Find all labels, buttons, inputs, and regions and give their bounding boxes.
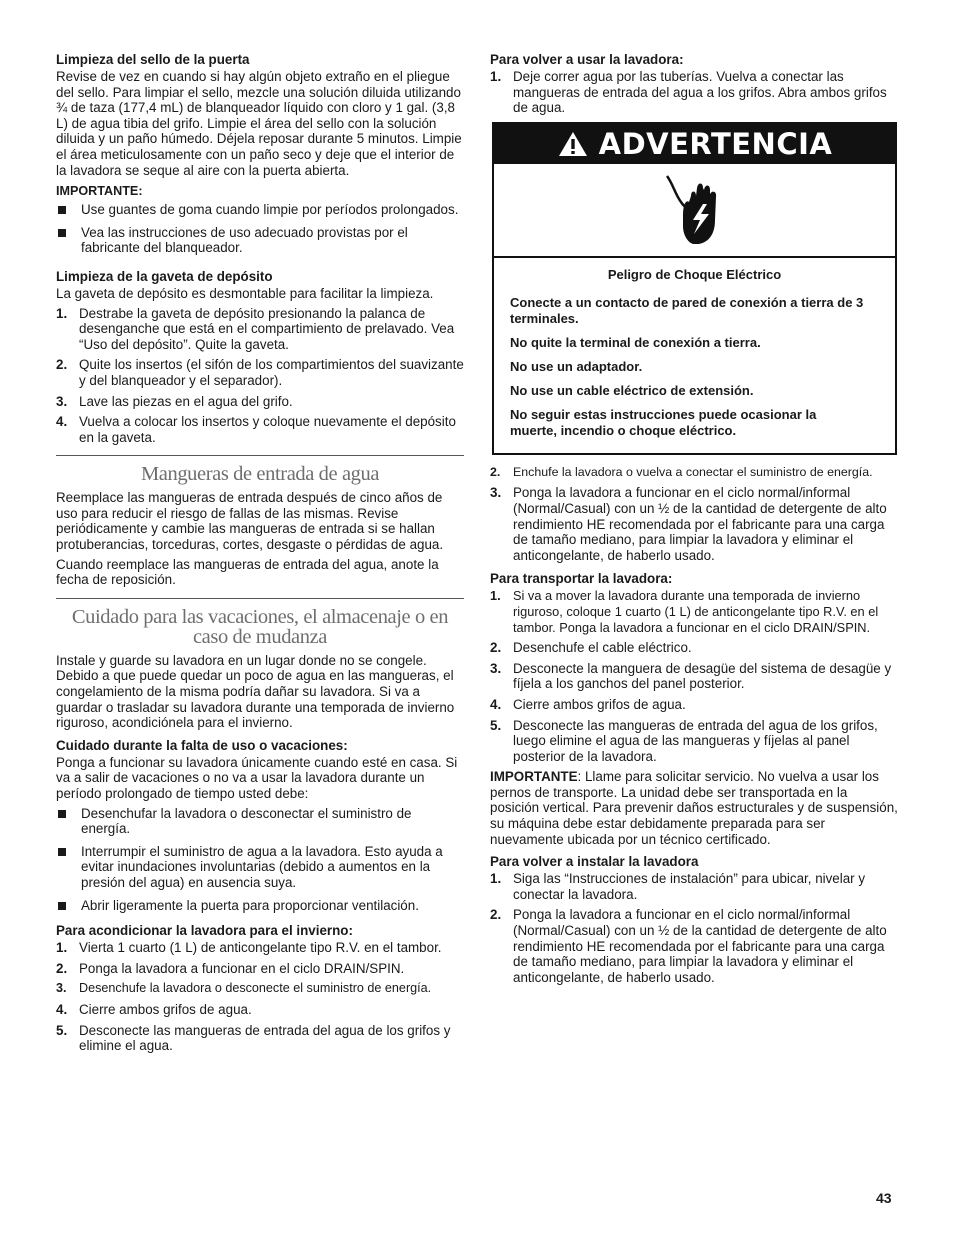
list-item: 4. Vuelva a colocar los insertos y coloque nuevamente el depósito en la gaveta. xyxy=(56,414,456,445)
warning-header-text: ADVERTENCIA xyxy=(598,126,833,161)
list-item: Abrir ligeramente la puerta para proporcionar ventilación. xyxy=(56,898,464,914)
reinstall-heading: Para volver a instalar la lavadora xyxy=(490,854,699,870)
section-divider xyxy=(56,598,464,599)
hoses-text-1: Reemplace las mangueras de entrada después de cinco años de uso para reducir el riesgo de fallas de las mismas. Revise periódicamente y cambie las mangueras de entrada si se hallan protuberancias, torceduras, cortes, desgaste o pérdidas de agua. xyxy=(56,490,444,553)
warning-line: No use un cable eléctrico de extensión. xyxy=(510,382,754,398)
warning-title: Peligro de Choque Eléctrico xyxy=(607,266,782,282)
list-item: 3. Lave las piezas en el agua del grifo. xyxy=(56,393,293,409)
warning-triangle-icon xyxy=(557,130,589,158)
dispenser-heading: Limpieza de la gaveta de depósito xyxy=(56,268,273,284)
vacation-sub-heading: Cuidado durante la falta de uso o vacaciones: xyxy=(56,737,348,753)
page-number: 43 xyxy=(876,1190,892,1206)
reuse-heading: Para volver a usar la lavadora: xyxy=(490,52,684,67)
important-note: IMPORTANTE: Llame para solicitar servicio. No vuelva a usar los pernos de transporte. La unidad debe ser transportada en la posición vertical. Para prevenir daños estructurales y de suspensión, su máquina debe estar debidamente preparada para ser nuevamente ubicada por un técnico certificado. xyxy=(490,769,898,847)
door-seal-text: Revise de vez en cuando si hay algún objeto extraño en el pliegue del sello. Para limpiar el sello, mezcle una solución diluida utilizando ¾ de taza (177,4 mL) de blanqueador líquido con cloro y 1 gal. (3,8 L) de agua tibia del grifo. Limpie el área del sello con la solución diluida y un paño húmedo. Déjela reposar durante 5 minutos. Limpie el área meticulosamente con un paño seco y deje que el interior de la lavadora se seque al aire con la puerta abierta. xyxy=(56,69,462,178)
list-item: 3. Desenchufe la lavadora o desconecte el suministro de energía. xyxy=(56,981,432,996)
list-item: 5. Desconecte las mangueras de entrada del agua de los grifos, luego elimine el agua de las mangueras y fíjelas al panel posterior de la lavadora. xyxy=(490,717,878,764)
warning-line: No quite la terminal de conexión a tierra. xyxy=(510,334,761,350)
right-column xyxy=(490,52,898,990)
bullet-icon xyxy=(58,229,66,237)
list-item: 2. Ponga la lavadora a funcionar en el ciclo DRAIN/SPIN. xyxy=(56,960,405,976)
warning-icon-panel xyxy=(494,164,895,258)
vacation-sub-text: Ponga a funcionar su lavadora únicamente cuando esté en casa. Si va a salir de vacaciones o no va a usar la lavadora durante un período prolongado de tiempo usted debe: xyxy=(56,754,458,801)
hoses-heading: Mangueras de entrada de agua xyxy=(140,463,380,486)
important-label: IMPORTANTE: xyxy=(56,184,143,199)
bullet-icon xyxy=(58,902,66,910)
bullet-icon xyxy=(58,206,66,214)
list-item: 1. Deje correr agua por las tuberías. Vuelva a conectar las mangueras de entrada del agua a los grifos. Abra ambos grifos de agua. xyxy=(490,69,887,116)
warning-line: No seguir estas instrucciones puede ocasionar la muerte, incendio o choque eléctrico. xyxy=(510,406,817,438)
transport-heading: Para transportar la lavadora: xyxy=(490,571,673,587)
list-item: 1. Vierta 1 cuarto (1 L) de anticongelante tipo R.V. en el tambor. xyxy=(56,940,442,956)
warning-body xyxy=(494,258,895,453)
list-item: 2. Desenchufe el cable eléctrico. xyxy=(490,640,692,656)
list-item: 4. Cierre ambos grifos de agua. xyxy=(490,696,686,712)
list-item: 2. Ponga la lavadora a funcionar en el ciclo normal/informal (Normal/Casual) con un ½ de la cantidad de detergente de alto rendimiento HE recomendada por el fabricante para una carga de tamaño mediano, para limpiar la lavadora y eliminar el anticongelante, de haberlo usado. xyxy=(490,907,887,985)
section-divider xyxy=(56,455,464,456)
list-item: 1. Si va a mover la lavadora durante una temporada de invierno riguroso, coloque 1 cuarto (1 L) de anticongelante tipo R.V. en el tambor. Ponga la lavadora a funcionar en el ciclo DRAIN/SPIN. xyxy=(490,588,879,635)
list-item: Interrumpir el suministro de agua a la lavadora. Esto ayuda a evitar inundaciones involuntarias (debido a aumentos en la presión del agua) en ausencia suya. xyxy=(56,844,464,891)
list-item: 4. Cierre ambos grifos de agua. xyxy=(56,1001,252,1017)
list-item: 2. Enchufe la lavadora o vuelva a conectar el suministro de energía. xyxy=(490,464,873,479)
list-item: Desenchufar la lavadora o desconectar el suministro de energía. xyxy=(56,806,464,837)
warning-line: No use un adaptador. xyxy=(510,358,643,374)
list-item: 3. Ponga la lavadora a funcionar en el ciclo normal/informal (Normal/Casual) con un ½ de la cantidad de detergente de alto rendimiento HE recomendada por el fabricante para una carga de tamaño mediano, para limpiar la lavadora y eliminar el anticongelante, de haberlo usado. xyxy=(490,485,887,563)
list-item: 3. Desconecte la manguera de desagüe del sistema de desagüe y fíjela a los ganchos del panel posterior. xyxy=(490,660,892,692)
list-item: Use guantes de goma cuando limpie por períodos prolongados. xyxy=(56,202,464,218)
vacation-heading: Cuidado para las vacaciones, el almacenaje o en caso de mudanza xyxy=(71,605,449,648)
list-item: 1. Siga las “Instrucciones de instalación” para ubicar, nivelar y conectar la lavadora. xyxy=(490,871,866,902)
dispenser-text: La gaveta de depósito es desmontable para facilitar la limpieza. xyxy=(56,285,434,301)
list-item: 5. Desconecte las mangueras de entrada del agua de los grifos y elimine el agua. xyxy=(56,1022,451,1054)
list-item: Vea las instrucciones de uso adecuado provistas por el fabricante del blanqueador. xyxy=(56,225,464,256)
list-item: 2. Quite los insertos (el sifón de los compartimientos del suavizante y del blanqueador y el separador). xyxy=(56,357,464,388)
warning-box xyxy=(492,122,897,455)
left-column xyxy=(56,52,464,1059)
bullet-icon xyxy=(58,810,66,818)
warning-line: Conecte a un contacto de pared de conexión a tierra de 3 terminales. xyxy=(510,294,864,326)
vacation-text: Instale y guarde su lavadora en un lugar donde no se congele. Debido a que puede quedar un poco de agua en las mangueras, el congelamiento de la misma podría dañar su lavadora. Si va a guardar o trasladar su lavadora durante una temporada de invierno riguroso, acondiciónela para el invierno. xyxy=(56,652,455,731)
electric-shock-hand-icon xyxy=(663,172,727,248)
winter-heading: Para acondicionar la lavadora para el invierno: xyxy=(56,923,353,939)
warning-header xyxy=(494,124,895,164)
list-item: 1. Destrabe la gaveta de depósito presionando la palanca de desenganche que está en el compartimiento de prelavado. Vea “Uso del depósito”. Quite la gaveta. xyxy=(56,305,455,352)
door-seal-heading: Limpieza del sello de la puerta xyxy=(56,52,250,67)
hoses-text-2: Cuando reemplace las mangueras de entrada del agua, anote la fecha de reposición. xyxy=(56,556,439,588)
bullet-icon xyxy=(58,848,66,856)
